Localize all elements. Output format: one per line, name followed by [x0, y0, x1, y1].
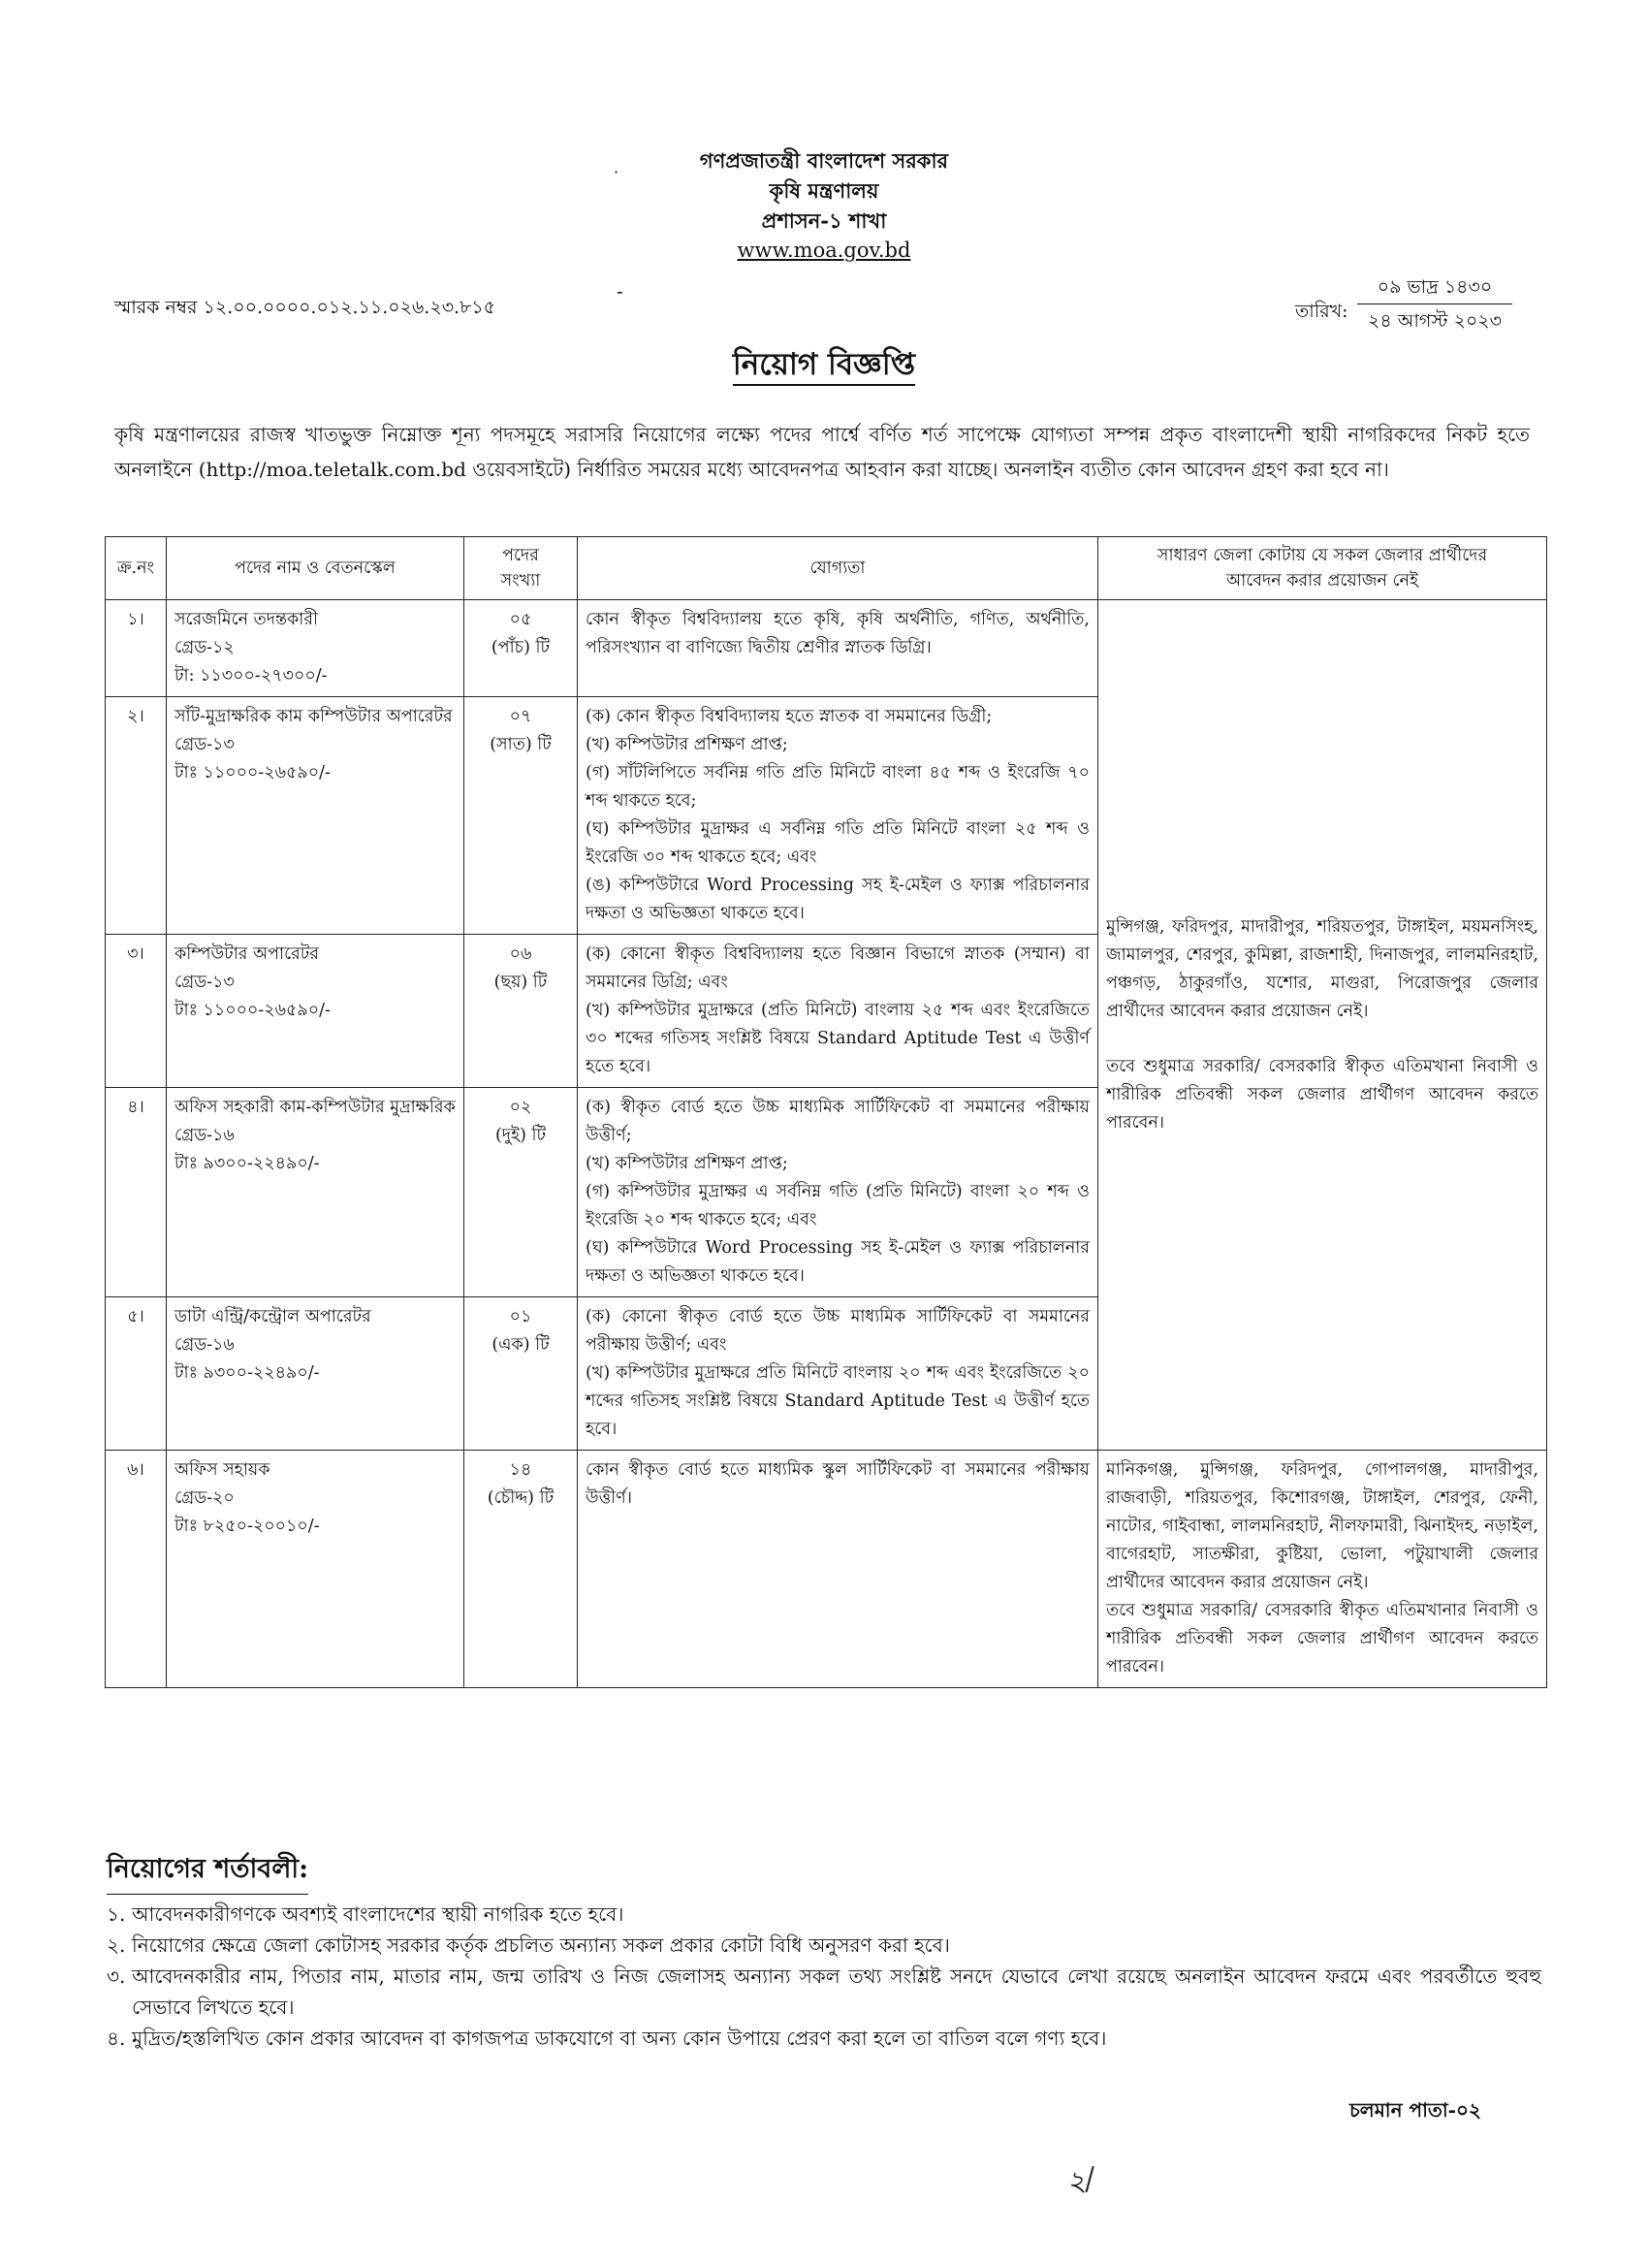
quota-note: তবে শুধুমাত্র সরকারি/ বেসরকারি স্বীকৃত এতিমখানা নিবাসী ও শারীরিক প্রতিবন্ধী সকল জেলার প্রার্থীগণ আবেদন করতে পারবেন।: [1106, 1056, 1538, 1133]
condition-number: ৩.: [107, 1965, 126, 1988]
letterhead: [0, 145, 1648, 266]
quota-districts: মানিকগঞ্জ, মুন্সিগঞ্জ, ফরিদপুর, গোপালগঞ্জ, মাদারীপুর, রাজবাড়ী, শরিয়তপুর, কিশোরগঞ্জ, টাঙ্গাইল, শেরপুর, ফেনী, নাটোর, গাইবান্ধা, লালমনিরহাট, নীলফামারী, ঝিনাইদহ, নড়াইল, বাগেরহাট, সাতক্ষীরা, কুষ্টিয়া, ভোলা, পটুয়াখালী জেলার প্রার্থীদের আবেদন করার প্রয়োজন নেই।: [1106, 1460, 1538, 1592]
header-serial: ক্র.নং: [106, 537, 167, 600]
date-english: ২৪ আগস্ট ২০২৩: [1367, 310, 1503, 332]
count-line: (সাত) টি: [490, 735, 552, 754]
count-line: (পাঁচ) টি: [491, 638, 551, 657]
date-bangla: ০৯ ভাদ্র ১৪৩০: [1357, 274, 1512, 304]
cell-count: [464, 1088, 578, 1297]
cell-post: [167, 1451, 464, 1688]
cell-serial: ৩।: [106, 935, 167, 1088]
cell-count: [464, 600, 578, 697]
handwritten-page-mark: ২/: [1062, 2161, 1098, 2201]
cell-qualification: [578, 935, 1098, 1088]
post-line: টাঃ ৮২৫০-২০০১০/-: [174, 1517, 320, 1536]
condition-item: [107, 1899, 1541, 1930]
date-label: তারিখ:: [1295, 301, 1348, 322]
cell-serial: ২।: [106, 697, 167, 935]
condition-text: নিয়োগের ক্ষেত্রে জেলা কোটাসহ সরকার কর্তৃক প্রচলিত অন্যান্য সকল প্রকার কোটা বিধি অনুসরণ করা হবে।: [132, 1933, 950, 1957]
cell-quota-group1: [1098, 600, 1547, 1451]
count-line: ০৫: [509, 610, 532, 629]
qualification-line: (খ) কম্পিউটার প্রশিক্ষণ প্রাপ্ত;: [586, 1154, 788, 1173]
website-link[interactable]: www.moa.gov.bd: [737, 239, 911, 262]
post-line: গ্রেড-১২: [174, 638, 235, 657]
cell-qualification: [578, 697, 1098, 935]
condition-item: [107, 1961, 1541, 2023]
condition-text: আবেদনকারীর নাম, পিতার নাম, মাতার নাম, জন্ম তারিখ ও নিজ জেলাসহ অন্যান্য সকল তথ্য সংশ্লিষ্ট সনদে যেভাবে লেখা রয়েছে অনলাইন আবেদন ফরমে এবং পরবর্তীতে হুবহু সেভাবে লিখতে হবে।: [132, 1965, 1541, 2019]
qualification-line: (গ) কম্পিউটার মুদ্রাক্ষর এ সর্বনিম্ন গতি (প্রতি মিনিটে) বাংলা ২০ শব্দ ও ইংরেজি ২০ শব্দ থাকতে হবে; এবং: [586, 1182, 1090, 1230]
conditions-title: নিয়োগের শর্তাবলী:: [107, 1849, 308, 1895]
header-qualification: যোগ্যতা: [578, 537, 1098, 600]
cell-serial: ১।: [106, 600, 167, 697]
cell-count: [464, 697, 578, 935]
post-line: গ্রেড-১৩: [174, 735, 235, 754]
quota-note: তবে শুধুমাত্র সরকারি/ বেসরকারি স্বীকৃত এতিমখানার নিবাসী ও শারীরিক প্রতিবন্ধী সকল জেলার প্রার্থীগণ আবেদন করতে পারবেন।: [1106, 1601, 1538, 1677]
post-line: ডাটা এন্ট্রি/কন্ট্রোল অপারেটর: [174, 1307, 371, 1326]
post-line: টাঃ ৯৩০০-২২৪৯০/-: [174, 1154, 320, 1173]
table-row: [106, 600, 1547, 697]
count-line: (এক) টি: [491, 1335, 550, 1355]
post-line: টাঃ ৯৩০০-২২৪৯০/-: [174, 1363, 320, 1383]
post-line: টা: ১১৩০০-২৭৩০০/-: [174, 666, 328, 686]
post-line: টাঃ ১১০০০-২৬৫৯০/-: [174, 763, 331, 783]
post-line: সাঁট-মুদ্রাক্ষরিক কাম কম্পিউটার অপারেটর: [174, 707, 453, 726]
qualification-line: (খ) কম্পিউটার মুদ্রাক্ষরে প্রতি মিনিটে বাংলায় ২০ শব্দ এবং ইংরেজিতে ২০ শব্দের গতিসহ সংশ্লিষ্ট বিষয়ে Standard Aptitude Test এ উত্তীর্ণ হতে হবে।: [586, 1363, 1090, 1439]
table-header-row: [106, 537, 1547, 600]
count-line: ১৪: [509, 1460, 532, 1480]
post-line: গ্রেড-১৬: [174, 1126, 235, 1145]
count-line: ০২: [509, 1098, 532, 1117]
post-line: টাঃ ১১০০০-২৬৫৯০/-: [174, 1001, 331, 1020]
count-line: (দুই) টি: [494, 1126, 547, 1145]
qualification-line: (গ) সাঁটলিপিতে সর্বনিম্ন গতি প্রতি মিনিটে বাংলা ৪৫ শব্দ ও ইংরেজি ৭০ শব্দ থাকতে হবে;: [586, 763, 1090, 811]
condition-text: আবেদনকারীগণকে অবশ্যই বাংলাদেশের স্থায়ী নাগরিক হতে হবে।: [132, 1902, 624, 1926]
qualification-line: কোন স্বীকৃত বোর্ড হতে মাধ্যমিক স্কুল সার্টিফিকেট বা সমমানের পরীক্ষায় উত্তীর্ণ।: [586, 1460, 1090, 1508]
memo-number: স্মারক নম্বর ১২.০০.০০০০.০১২.১১.০২৬.২৩.৮১৫: [114, 297, 496, 318]
qualification-line: (ক) স্বীকৃত বোর্ড হতে উচ্চ মাধ্যমিক সার্টিফিকেট বা সমমানের পরীক্ষায় উত্তীর্ণ;: [586, 1098, 1090, 1145]
cell-post: [167, 935, 464, 1088]
cell-post: [167, 1297, 464, 1451]
condition-item: [107, 2023, 1541, 2054]
count-line: ০১: [509, 1307, 532, 1326]
header-count: পদের সংখ্যা: [464, 537, 578, 600]
qualification-line: (ক) কোনো স্বীকৃত বোর্ড হতে উচ্চ মাধ্যমিক সার্টিফিকেট বা সমমানের পরীক্ষায় উত্তীর্ণ; এবং: [586, 1307, 1090, 1355]
post-line: কম্পিউটার অপারেটর: [174, 944, 319, 964]
cell-serial: ৪।: [106, 1088, 167, 1297]
cell-quota-group2: [1098, 1451, 1547, 1688]
notice-title-text: নিয়োগ বিজ্ঞপ্তি: [733, 347, 915, 386]
condition-item: [107, 1930, 1541, 1961]
date-fraction: [1357, 274, 1512, 334]
header-post: পদের নাম ও বেতনস্কেল: [167, 537, 464, 600]
stray-dash: -: [617, 279, 623, 303]
cell-qualification: [578, 1088, 1098, 1297]
conditions-list: [107, 1899, 1541, 2054]
post-line: সরেজমিনে তদন্তকারী: [174, 610, 318, 629]
cell-serial: ৬।: [106, 1451, 167, 1688]
quota-districts: মুন্সিগঞ্জ, ফরিদপুর, মাদারীপুর, শরিয়তপুর, টাঙ্গাইল, ময়মনসিংহ, জামালপুর, শেরপুর, কুমিল্লা, রাজশাহী, দিনাজপুর, লালমনিরহাট, পঞ্চগড়, ঠাকুরগাঁও, যশোর, মাগুরা, পিরোজপুর জেলার প্রার্থীদের আবেদন করার প্রয়োজন নেই।: [1106, 916, 1538, 1021]
continued-page-note: চলমান পাতা-০২: [1349, 2098, 1481, 2122]
cell-count: [464, 1297, 578, 1451]
count-line: ০৬: [509, 944, 532, 964]
qualification-line: (ক) কোন স্বীকৃত বিশ্ববিদ্যালয় হতে স্নাতক বা সমমানের ডিগ্রী;: [586, 707, 993, 726]
posts-table: [105, 536, 1547, 1688]
ministry-name: কৃষি মন্ত্রণালয়: [769, 178, 879, 203]
condition-text: মুদ্রিত/হস্তলিখিত কোন প্রকার আবেদন বা কাগজপত্র ডাকযোগে বা অন্য কোন উপায়ে প্রেরণ করা হলে তা বাতিল বলে গণ্য হবে।: [132, 2027, 1107, 2050]
cell-count: [464, 1451, 578, 1688]
qualification-line: (ঘ) কম্পিউটার মুদ্রাক্ষর এ সর্বনিম্ন গতি প্রতি মিনিটে বাংলা ২৫ শব্দ ও ইংরেজি ৩০ শব্দ থাকতে হবে; এবং: [586, 819, 1090, 867]
cell-serial: ৫।: [106, 1297, 167, 1451]
notice-title: [0, 341, 1648, 392]
condition-number: ২.: [107, 1933, 126, 1957]
count-line: ০৭: [509, 707, 532, 726]
qualification-line: কোন স্বীকৃত বিশ্ববিদ্যালয় হতে কৃষি, কৃষি অর্থনীতি, গণিত, অর্থনীতি, পরিসংখ্যান বা বাণিজ্যে দ্বিতীয় শ্রেণীর স্নাতক ডিগ্রি।: [586, 610, 1090, 657]
branch-name: প্রশাসন-১ শাখা: [761, 208, 887, 233]
condition-number: ১.: [107, 1902, 126, 1926]
post-line: গ্রেড-১৬: [174, 1335, 235, 1355]
count-line: (ছয়) টি: [493, 973, 548, 992]
post-line: গ্রেড-১৩: [174, 973, 235, 992]
post-line: অফিস সহায়ক: [174, 1460, 270, 1480]
intro-paragraph: কৃষি মন্ত্রণালয়ের রাজস্ব খাতভুক্ত নিম্নোক্ত শূন্য পদসমূহে সরাসরি নিয়োগের লক্ষ্যে পদের পার্শ্বে বর্ণিত শর্ত সাপেক্ষে যোগ্যতা সম্পন্ন প্রকৃত বাংলাদেশী স্থায়ী নাগরিকদের নিকট হতে অনলাইনে (http://moa.teletalk.com.bd ওয়েবসাইটে) নির্ধারিত সময়ের মধ্যে আবেদনপত্র আহবান করা যাচ্ছে। অনলাইন ব্যতীত কোন আবেদন গ্রহণ করা হবে না।: [114, 423, 1530, 481]
cell-post: [167, 697, 464, 935]
qualification-line: (ঙ) কম্পিউটারে Word Processing সহ ই-মেইল ও ফ্যাক্স পরিচালনার দক্ষতা ও অভিজ্ঞতা থাকতে হবে।: [586, 876, 1090, 923]
cell-post: [167, 600, 464, 697]
qualification-line: (খ) কম্পিউটার প্রশিক্ষণ প্রাপ্ত;: [586, 735, 788, 754]
header-quota: সাধারণ জেলা কোটায় যে সকল জেলার প্রার্থীদের আবেদন করার প্রয়োজন নেই: [1098, 537, 1547, 600]
post-line: অফিস সহকারী কাম-কম্পিউটার মুদ্রাক্ষরিক: [174, 1098, 456, 1117]
post-line: গ্রেড-২০: [174, 1488, 235, 1508]
cell-qualification: [578, 1451, 1098, 1688]
table-row: [106, 1451, 1547, 1688]
cell-qualification: [578, 600, 1098, 697]
cell-post: [167, 1088, 464, 1297]
government-name: গণপ্রজাতন্ত্রী বাংলাদেশ সরকার: [699, 148, 949, 173]
stray-dot: ·: [614, 163, 619, 181]
qualification-line: (ক) কোনো স্বীকৃত বিশ্ববিদ্যালয় হতে বিজ্ঞান বিভাগে স্নাতক (সম্মান) বা সমমানের ডিগ্রি; এবং: [586, 944, 1090, 992]
cell-qualification: [578, 1297, 1098, 1451]
count-line: (চৌদ্দ) টি: [487, 1488, 555, 1508]
condition-number: ৪.: [107, 2027, 126, 2050]
qualification-line: (ঘ) কম্পিউটারে Word Processing সহ ই-মেইল ও ফ্যাক্স পরিচালনার দক্ষতা ও অভিজ্ঞতা থাকতে হবে।: [586, 1238, 1090, 1286]
cell-count: [464, 935, 578, 1088]
qualification-line: (খ) কম্পিউটার মুদ্রাক্ষরে (প্রতি মিনিটে) বাংলায় ২৫ শব্দ এবং ইংরেজিতে ৩০ শব্দের গতিসহ সংশ্লিষ্ট বিষয়ে Standard Aptitude Test এ উত্তীর্ণ হতে হবে।: [586, 1001, 1090, 1076]
